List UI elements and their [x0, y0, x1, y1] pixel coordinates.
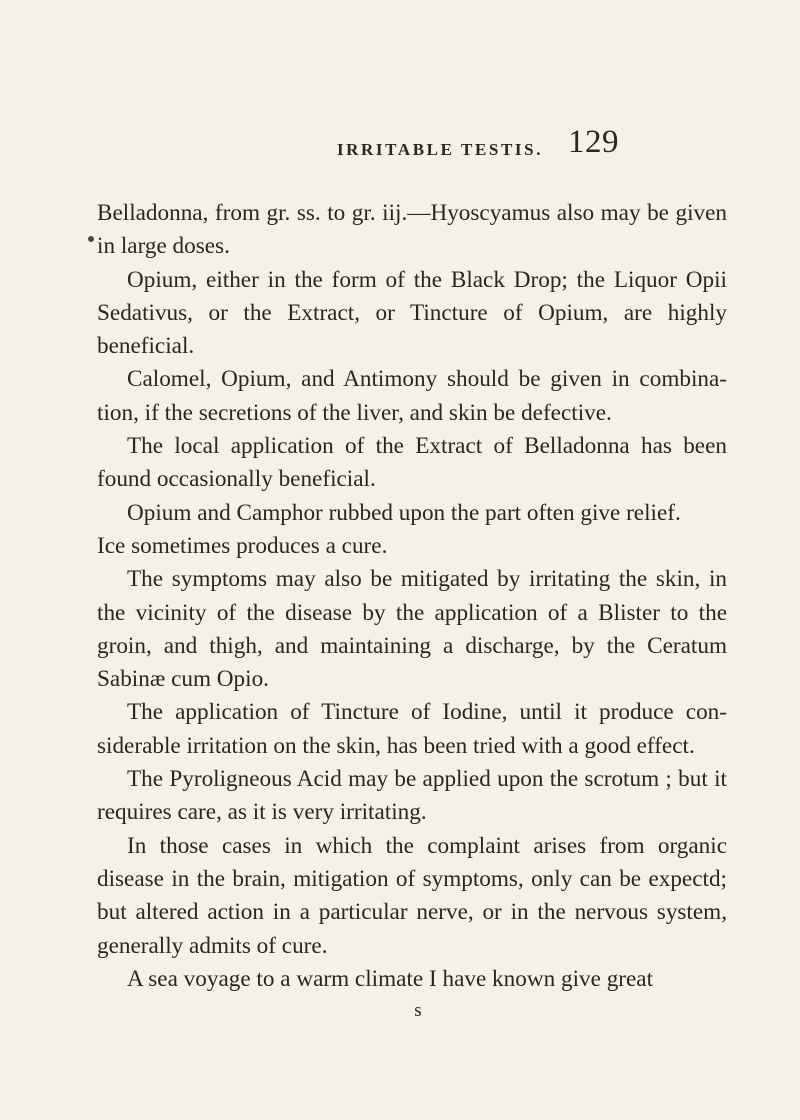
body-text — [97, 197, 727, 996]
paragraph: The application of Tincture of Iodine, until it produce con-siderable irritation on the skin, has been tried with a good effect. — [97, 699, 727, 759]
paragraph: The Pyroligneous Acid may be applied upon the scrotum ; but it requires care, as it is very irritating. — [97, 766, 727, 826]
ink-speck — [88, 236, 94, 242]
paragraph: The symptoms may also be mitigated by irritating the skin, in the vicinity of the disease by the application of a Blister to the groin, and thigh, and maintaining a discharge, by the Ceratum Sabinæ cum Opio. — [97, 566, 727, 693]
running-title: IRRITABLE TESTIS. — [336, 140, 544, 159]
signature-mark: s — [414, 1000, 422, 1021]
paragraph: A sea voyage to a warm climate I have known give great — [127, 965, 654, 992]
paragraph: In those cases in which the complaint arises from organic disease in the brain, mitigation of symptoms, only can be expectd; but altered action in a particular nerve, or in the nervous system, generally admits of cure. — [97, 832, 727, 959]
paragraph: Calomel, Opium, and Antimony should be given in combina-tion, if the secretions of the liver, and skin be defective. — [97, 366, 727, 426]
paragraph: The local application of the Extract of Belladonna has been found occasionally beneficial. — [97, 433, 727, 493]
paragraph: Ice sometimes produces a cure. — [97, 532, 388, 559]
paragraph: Opium, either in the form of the Black Drop; the Liquor Opii Sedativus, or the Extract, or Tincture of Opium, are highly beneficial. — [97, 266, 727, 360]
paragraph: Belladonna, from gr. ss. to gr. iij.—Hyoscyamus also may be given in large doses. — [97, 200, 727, 260]
page-number: 129 — [568, 124, 619, 160]
paragraph: Opium and Camphor rubbed upon the part often give relief. — [127, 499, 681, 526]
